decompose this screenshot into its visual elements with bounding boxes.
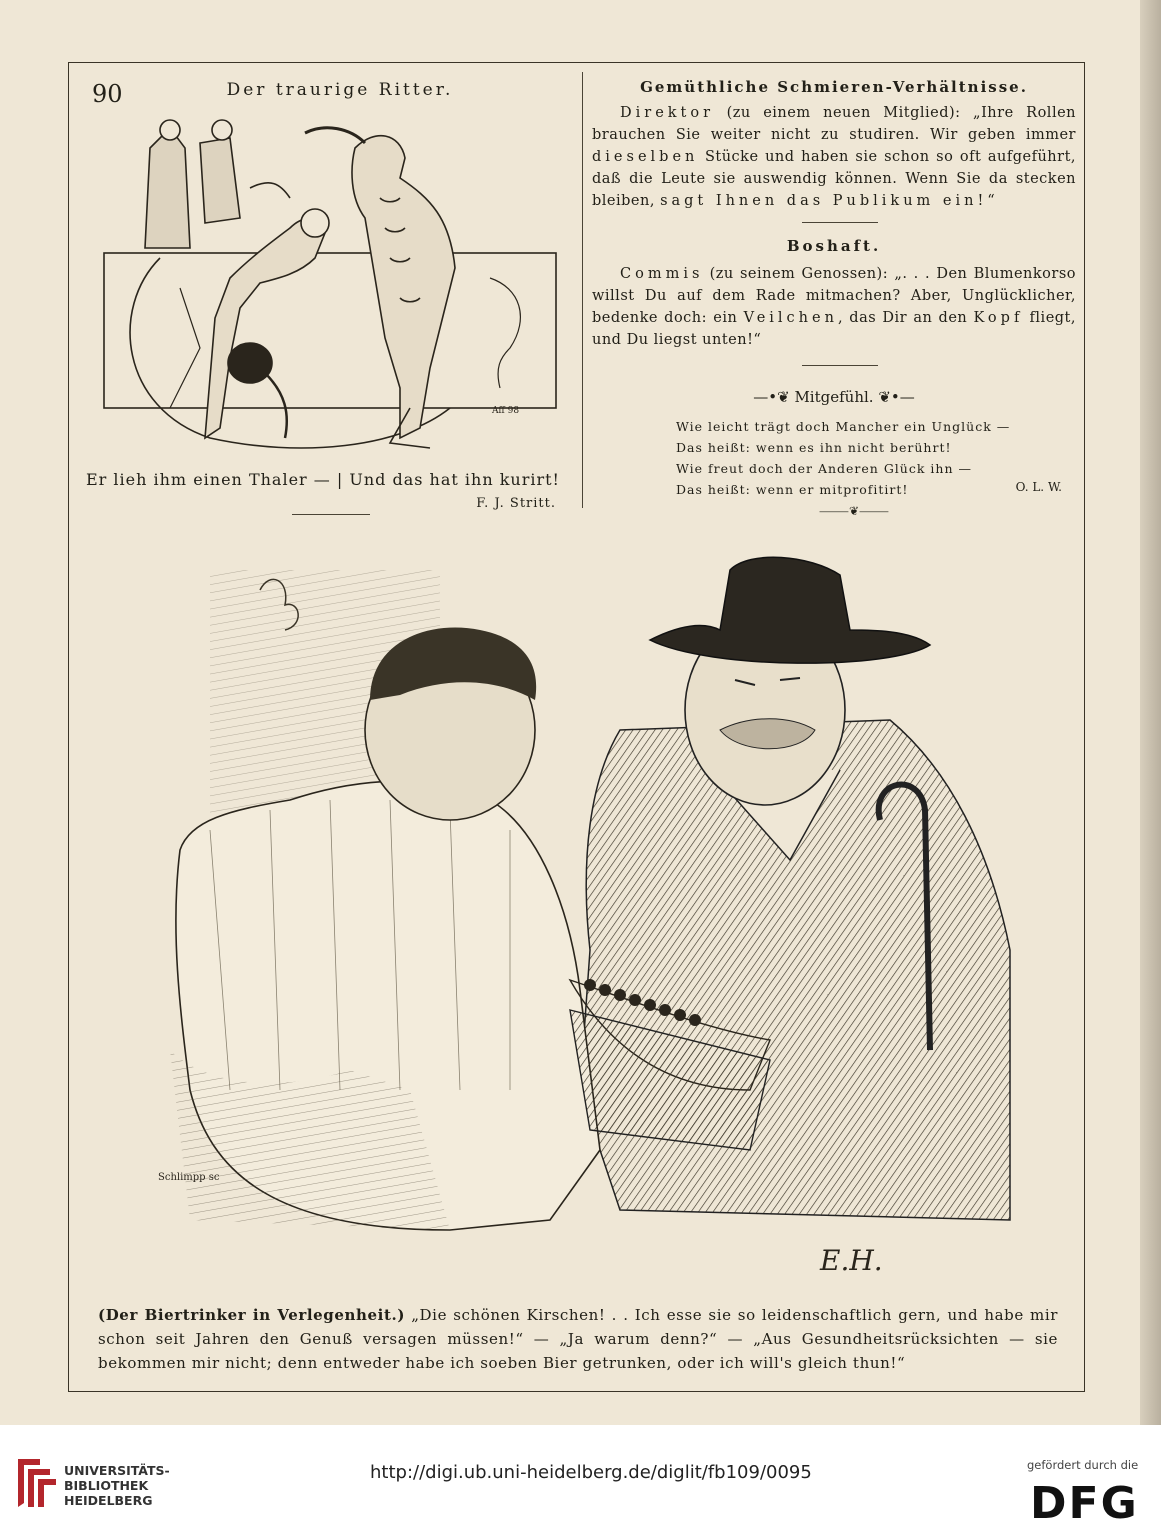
artist-monogram: E.H. <box>820 1244 883 1277</box>
dfg-logo: DFG <box>1030 1478 1139 1529</box>
column-divider <box>582 72 583 508</box>
emphasis-text: Kopf <box>973 310 1024 326</box>
emphasis-text: dieselben <box>592 149 699 165</box>
article-title-schmieren: Gemüthliche Schmieren-Verhältnisse. <box>640 78 1028 96</box>
beer-drinker-illustration <box>150 530 1030 1300</box>
university-logo-icon <box>14 1455 58 1511</box>
poem-line: Das heißt: wenn er mitprofitirt! <box>676 482 909 497</box>
article-text: Stücke und haben sie schon so oft aufgeführt, daß die Leute sie auswendig können. Wenn Sie da stecken bleiben, <box>592 149 1076 209</box>
divider-rule <box>292 514 370 515</box>
cartoon-caption: Er lieh ihm einen Thaler — | Und das hat ihn kurirt! <box>86 470 560 489</box>
speaker-commis: Commis <box>620 266 704 282</box>
funder-label: gefördert durch die <box>1027 1458 1139 1472</box>
article-title-boshaft: Boshaft. <box>786 237 882 255</box>
article-body-boshaft <box>592 263 1076 351</box>
article-text: (zu seinem Genossen): „. . . Den Blumenkorso willst Du auf dem Rade mitmachen? Aber, Unglücklicher, bedenke doch: ein <box>592 266 1076 326</box>
knight-cartoon <box>100 108 560 468</box>
cartoon-title: Der traurige Ritter. <box>226 80 454 100</box>
end-ornament: ⸻❦⸻ <box>819 504 889 518</box>
poem-heading <box>592 388 1076 406</box>
engraver-signature: Schlimpp sc <box>158 1172 220 1183</box>
library-name-line: HEIDELBERG <box>64 1493 153 1508</box>
divider-rule <box>802 222 878 223</box>
permalink-url[interactable]: http://digi.ub.uni-heidelberg.de/diglit/fb109/0095 <box>370 1462 812 1483</box>
article-text: “ <box>987 193 996 209</box>
library-name-line: BIBLIOTHEK <box>64 1478 149 1493</box>
article-text: (zu einem neuen Mitglied): „Ihre Rollen brauchen Sie weiter nicht zu studiren. Wir geben immer <box>592 105 1076 143</box>
poem-title: Mitgefühl. <box>794 388 874 406</box>
divider-rule <box>802 365 878 366</box>
cartoon-signature: F. J. Stritt. <box>476 496 556 511</box>
page-number: 90 <box>92 80 123 108</box>
article-text: fliegt, und Du liegst unten!“ <box>592 310 1076 348</box>
library-name <box>64 1463 170 1508</box>
page-edge <box>1140 0 1161 1425</box>
poem-line: Das heißt: wenn es ihn nicht berührt! <box>676 440 952 455</box>
library-name-line: UNIVERSITÄTS- <box>64 1463 170 1478</box>
main-caption <box>98 1303 1058 1375</box>
article-text: , das Dir an den <box>837 310 974 326</box>
speaker-direktor: Direktor <box>620 105 715 121</box>
right-column <box>592 70 1076 519</box>
emphasis-text: sagt Ihnen das Publikum ein! <box>660 193 988 209</box>
ornament-right: ❦•— <box>873 388 915 406</box>
poem-author: O. L. W. <box>1015 480 1062 494</box>
artist-mark: Aff 98 <box>492 406 520 416</box>
poem-line: Wie leicht trägt doch Mancher ein Unglück — <box>676 419 1011 434</box>
caption-title: (Der Biertrinker in Verlegenheit.) <box>98 1306 406 1324</box>
emphasis-text: Veilchen <box>743 310 838 326</box>
poem-line: Wie freut doch der Anderen Glück ihn — <box>676 461 972 476</box>
article-body-schmieren <box>592 102 1076 212</box>
ornament-left: —•❦ <box>753 388 795 406</box>
caption-text: „Die schönen Kirschen! . . Ich esse sie so leidenschaftlich gern, und habe mir schon seit Jahren den Genuß versagen müssen!“ — „Ja warum denn?“ — „Aus Gesundheitsrücksichten — sie bekommen mir nicht; denn entweder habe ich soeben Bier getrunken, oder ich will's gleich thun!“ <box>98 1306 1058 1372</box>
